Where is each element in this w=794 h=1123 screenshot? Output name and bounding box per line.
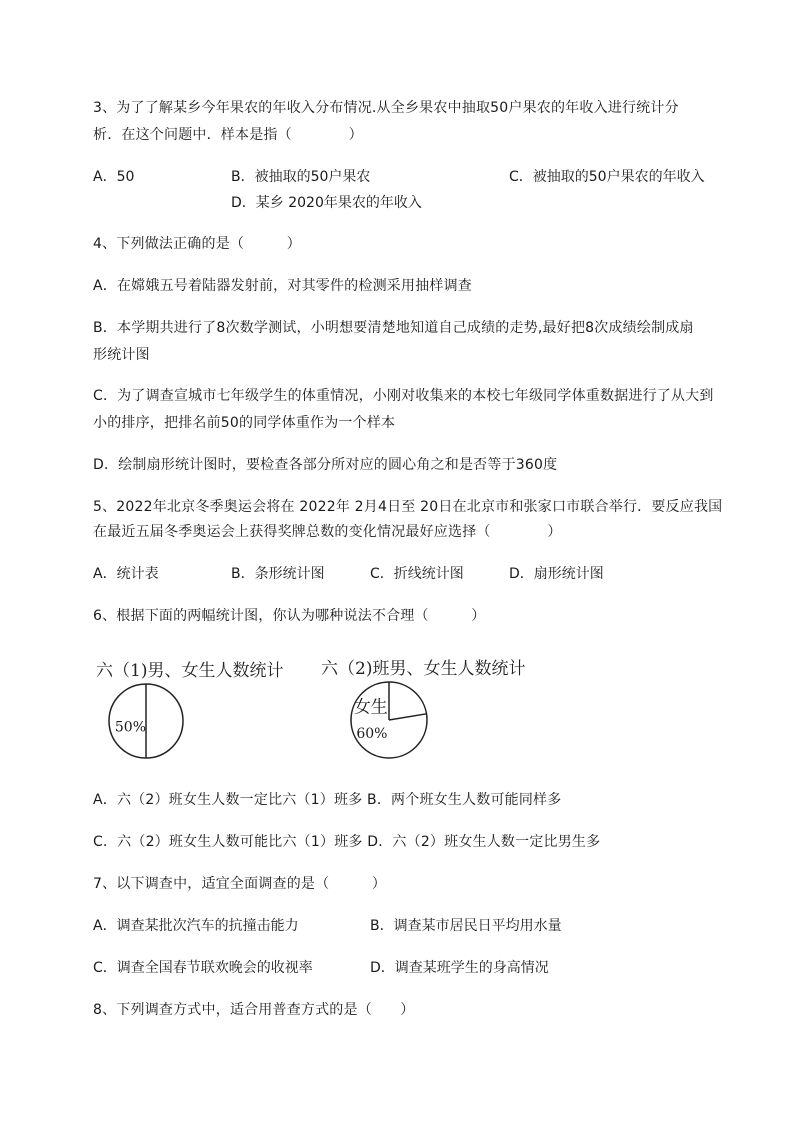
- q5-option-c: C．折线统计图: [370, 566, 464, 582]
- q4-option-b-line-2: 形统计图: [93, 347, 150, 363]
- pie-2-slice-1-name: 女生: [353, 697, 388, 718]
- q3-stem-line-1: 3、为了了解某乡今年果农的年收入分布情况.从全乡果农中抽取50户果农的年收入进行统计分: [93, 100, 679, 116]
- pie-chart-1-title: 六（1)男、女生人数统计: [96, 661, 284, 681]
- q5-option-d: D．扇形统计图: [509, 566, 604, 582]
- q4-option-c-line-2: 小的排序，把排名前50的同学体重作为一个样本: [93, 415, 396, 431]
- q4-option-d: D．绘制扇形统计图时，要检查各部分所对应的圆心角之和是否等于360度: [93, 457, 558, 473]
- q7-stem: 7、以下调查中，适宜全面调查的是（ ）: [93, 876, 387, 892]
- q5-option-a: A．统计表: [93, 566, 159, 582]
- q3-option-a: A．50: [93, 169, 135, 185]
- pie-chart-class-1: [93, 652, 293, 764]
- pie-chart-2-title: 六（2)班男、女生人数统计: [321, 659, 526, 679]
- q7-option-c: C．调查全国春节联欢晚会的收视率: [93, 960, 313, 976]
- q3-option-d: D．某乡 2020年果农的年收入: [231, 195, 422, 211]
- q4-stem: 4、下列做法正确的是（ ）: [93, 236, 301, 252]
- q5-stem-line-2: 在最近五届冬季奥运会上获得奖牌总数的变化情况最好应选择（ ）: [93, 524, 562, 540]
- q7-option-d: D．调查某班学生的身高情况: [370, 960, 549, 976]
- q6-options-line-2: C．六（2）班女生人数可能比六（1）班多 D．六（2）班女生人数一定比男生多: [93, 834, 601, 850]
- q4-option-c-line-1: C．为了调查宣城市七年级学生的体重情况，小刚对收集来的本校七年级同学体重数据进行了从大到: [93, 388, 714, 404]
- q7-option-b: B．调查某市居民日平均用水量: [370, 918, 562, 934]
- q6-stem: 6、根据下面的两幅统计图，你认为哪种说法不合理（ ）: [93, 608, 486, 624]
- pie-chart-class-2: [318, 650, 538, 765]
- q5-stem-line-1: 5、2022年北京冬季奥运会将在 2022年 2月4日至 20日在北京市和张家口市联合举行．要反应我国: [93, 499, 723, 515]
- pie-1-slice-1-label: 50%: [114, 719, 147, 736]
- pie-2-slice-2-edge: [389, 714, 426, 720]
- q3-option-b: B．被抽取的50户果农: [231, 169, 371, 185]
- q7-option-a: A．调查某批次汽车的抗撞击能力: [93, 918, 299, 934]
- q4-option-b-line-1: B．本学期共进行了8次数学测试，小明想要清楚地知道自己成绩的走势,最好把8次成绩绘制成扇: [93, 320, 694, 336]
- q4-option-a: A．在嫦娥五号着陆器发射前，对其零件的检测采用抽样调查: [93, 278, 472, 294]
- q8-stem: 8、下列调查方式中，适合用普查方式的是（ ）: [93, 1002, 415, 1018]
- q5-option-b: B．条形统计图: [231, 566, 325, 582]
- q6-options-line-1: A．六（2）班女生人数一定比六（1）班多 B．两个班女生人数可能同样多: [93, 792, 562, 808]
- pie-chart-2-svg: [318, 650, 538, 765]
- q3-option-c: C．被抽取的50户果农的年收入: [509, 169, 705, 185]
- pie-chart-1-svg: [93, 652, 293, 764]
- q3-stem-line-2: 析．在这个问题中．样本是指（ ）: [93, 127, 363, 143]
- pie-2-slice-1-label: 60%: [356, 726, 388, 743]
